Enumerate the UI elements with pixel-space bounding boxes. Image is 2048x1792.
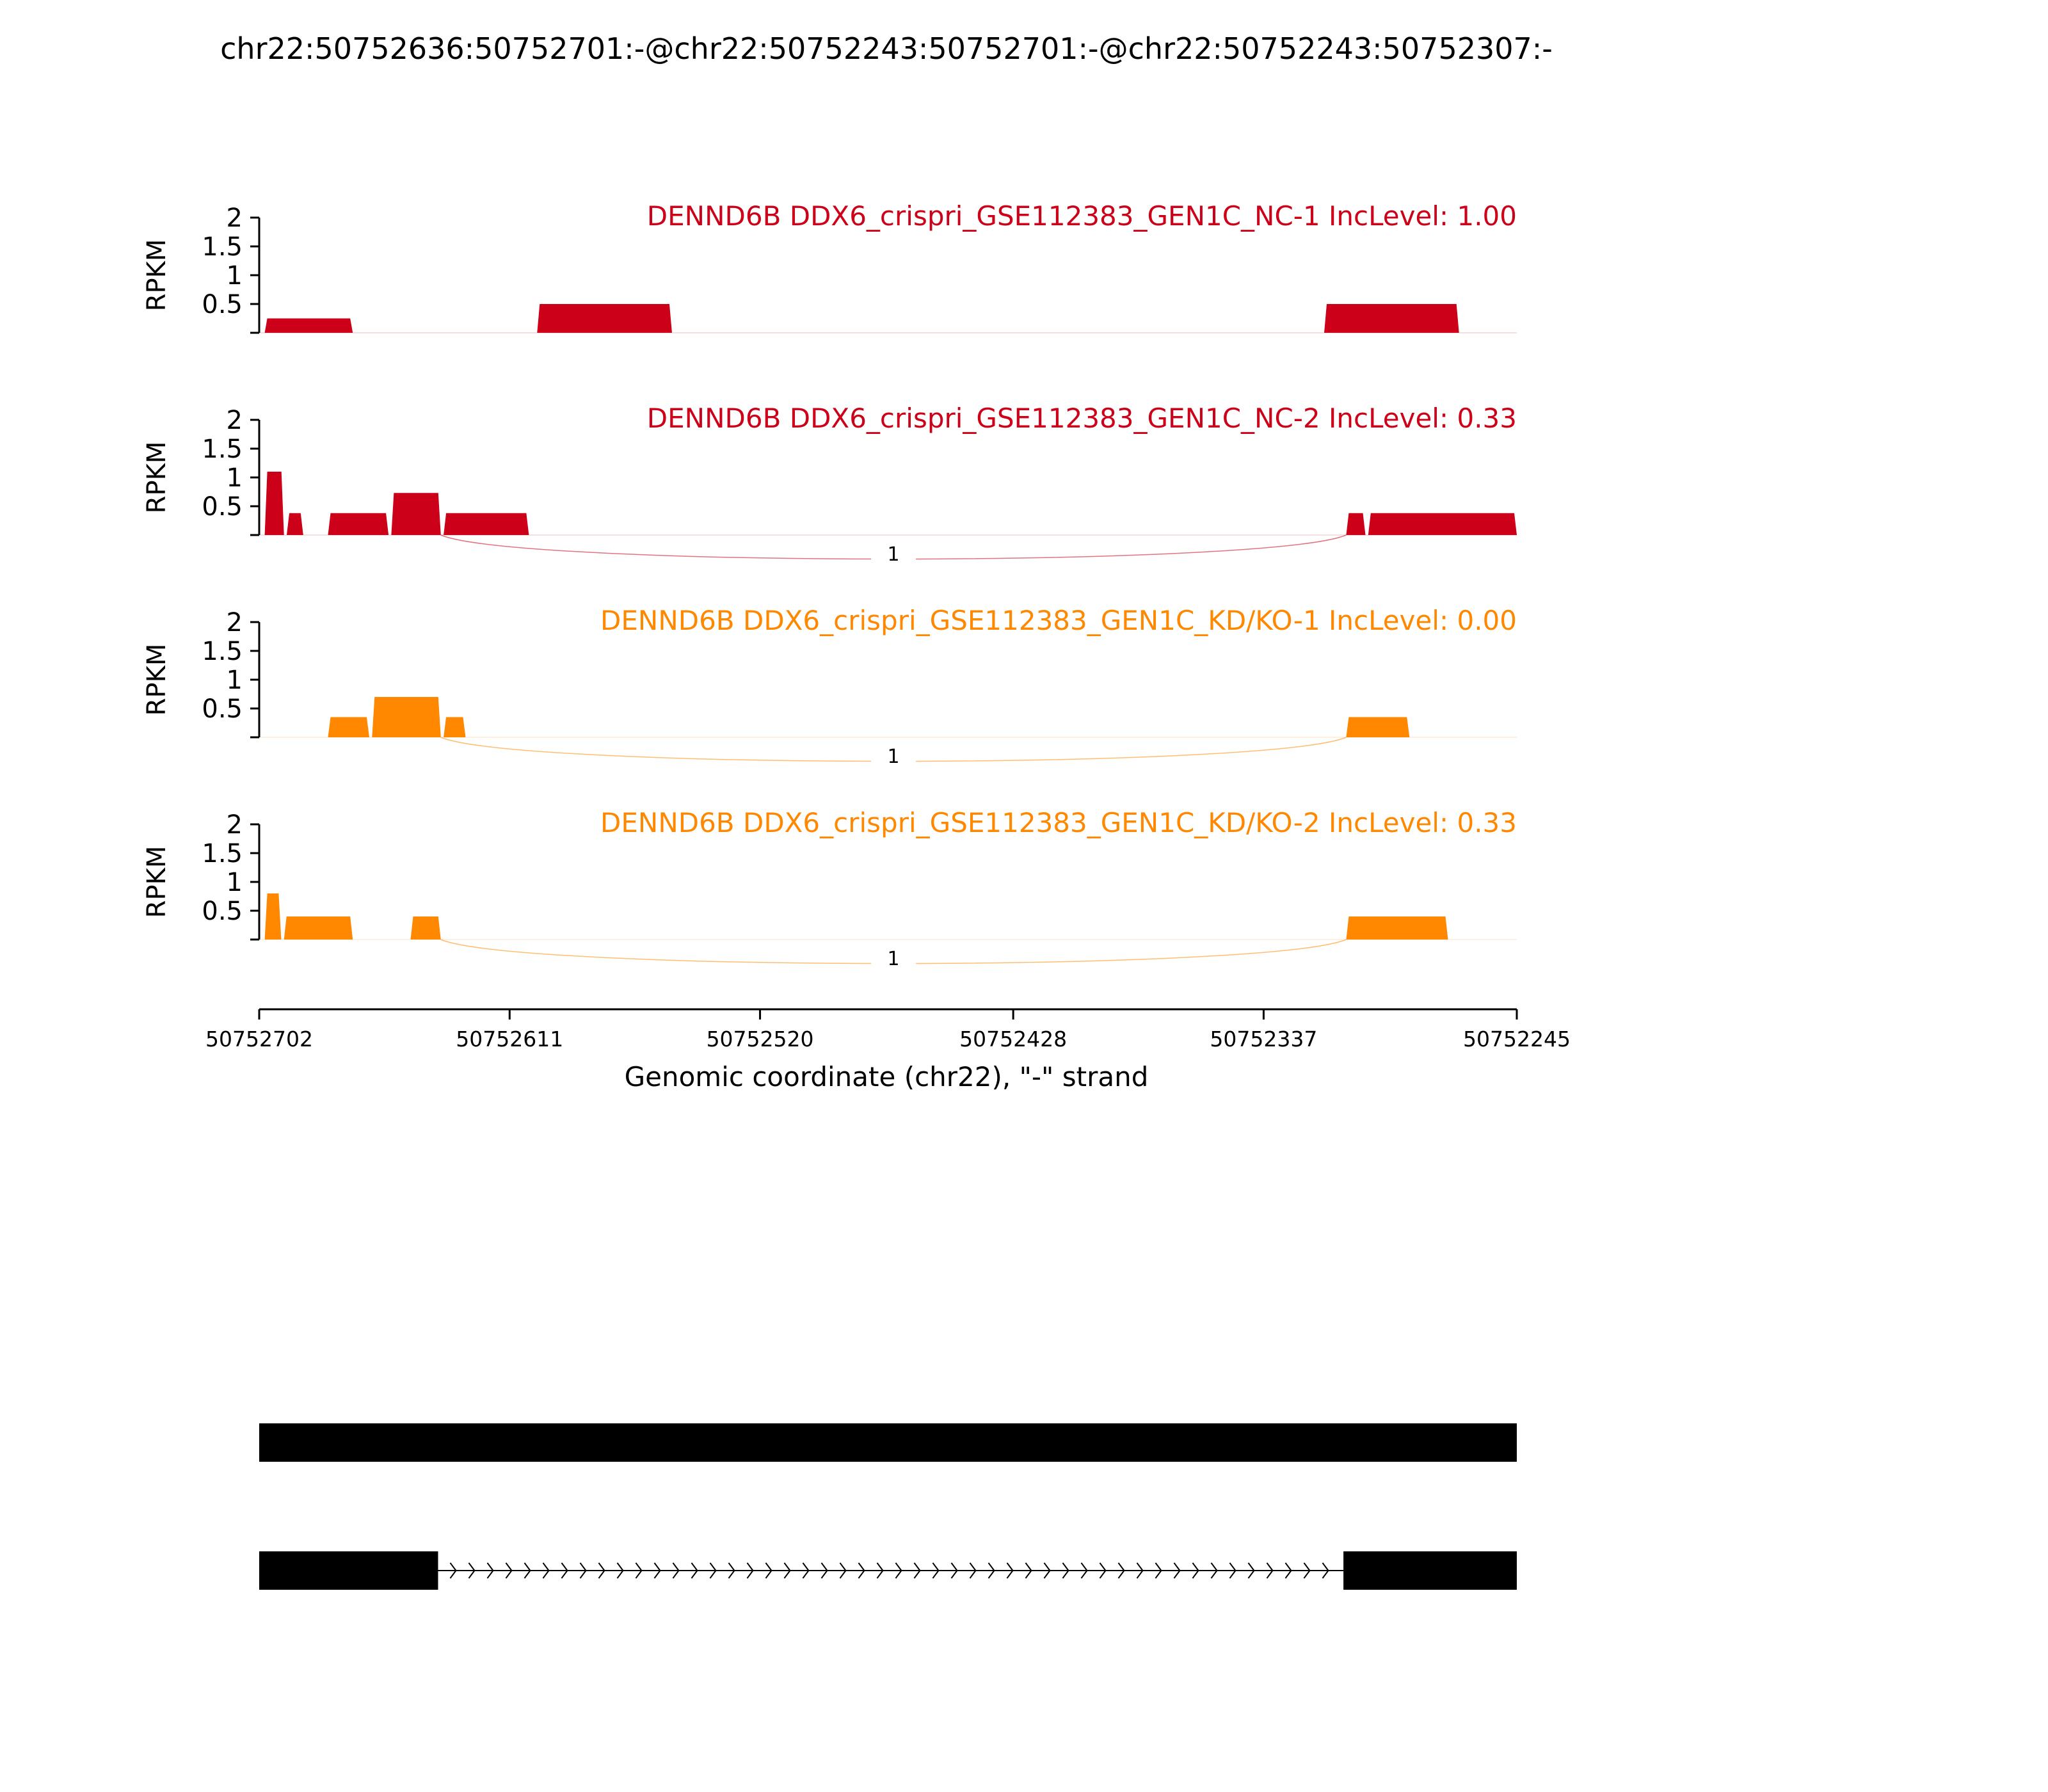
x-tick-label: 50752702 (205, 1027, 313, 1052)
track-label: DENND6B DDX6_crispri_GSE112383_GEN1C_NC-1 IncLevel: 1.00 (646, 200, 1517, 232)
y-axis-label: RPKM (142, 239, 172, 312)
x-tick-label: 50752611 (456, 1027, 564, 1052)
x-axis-label: Genomic coordinate (chr22), "-" strand (624, 1061, 1149, 1092)
x-axis (205, 1009, 1571, 1052)
y-tick-label: 1 (226, 868, 243, 897)
exon-block (1343, 1551, 1517, 1590)
track-label: DENND6B DDX6_crispri_GSE112383_GEN1C_NC-2 IncLevel: 0.33 (646, 403, 1517, 434)
coverage-bar (328, 717, 369, 738)
y-tick-label: 1 (226, 463, 243, 493)
coverage-bar (537, 304, 672, 333)
track-2 (142, 403, 1517, 567)
junction-count-label: 1 (887, 746, 900, 768)
coverage-bar (444, 717, 465, 738)
y-tick-label: 1 (226, 261, 243, 291)
coverage-bar (265, 893, 282, 940)
y-tick-label: 1 (226, 666, 243, 695)
y-axis-label: RPKM (142, 643, 172, 716)
x-tick-label: 50752245 (1463, 1027, 1571, 1052)
coverage-bar (444, 513, 529, 535)
gene-model-1 (259, 1423, 1517, 1462)
x-tick-label: 50752337 (1210, 1027, 1318, 1052)
coverage-bar (1324, 304, 1459, 333)
exon-block (259, 1551, 438, 1590)
coverage-bar (1346, 513, 1365, 535)
track-1 (142, 200, 1517, 333)
coverage-bar (265, 472, 284, 535)
track-label: DENND6B DDX6_crispri_GSE112383_GEN1C_KD/KO-2 IncLevel: 0.33 (600, 807, 1517, 838)
y-tick-label: 0.5 (202, 290, 243, 319)
y-tick-label: 1.5 (202, 839, 243, 868)
gene-models (259, 1423, 1517, 1590)
y-tick-label: 2 (226, 406, 243, 435)
coverage-bar (1346, 916, 1448, 940)
y-tick-label: 2 (226, 608, 243, 637)
y-tick-label: 1.5 (202, 435, 243, 464)
track-3 (142, 605, 1517, 769)
coverage-bar (391, 493, 440, 535)
coverage-bar (265, 319, 353, 333)
y-tick-label: 2 (226, 204, 243, 233)
y-tick-label: 2 (226, 810, 243, 840)
junction-count-label: 1 (887, 543, 900, 566)
y-axis-label: RPKM (142, 845, 172, 918)
y-axis-label: RPKM (142, 441, 172, 514)
coverage-bar (1346, 717, 1409, 738)
coverage-bar (284, 916, 353, 940)
coverage-bar (328, 513, 388, 535)
y-tick-label: 0.5 (202, 694, 243, 724)
figure-title: chr22:50752636:50752701:-@chr22:50752243:50752701:-@chr22:50752243:50752307:- (220, 31, 1553, 66)
gene-model-2 (259, 1551, 1517, 1590)
coverage-bar (1368, 513, 1517, 535)
coverage-bar (372, 697, 440, 737)
track-label: DENND6B DDX6_crispri_GSE112383_GEN1C_KD/KO-1 IncLevel: 0.00 (600, 605, 1517, 636)
y-tick-label: 0.5 (202, 492, 243, 522)
coverage-bar (410, 916, 440, 940)
x-tick-label: 50752428 (959, 1027, 1068, 1052)
exon-block (259, 1423, 1517, 1462)
y-tick-label: 1.5 (202, 232, 243, 262)
coverage-bar (287, 513, 303, 535)
y-tick-label: 0.5 (202, 897, 243, 926)
track-4 (142, 807, 1517, 972)
coverage-tracks (142, 200, 1517, 972)
y-tick-label: 1.5 (202, 637, 243, 666)
junction-count-label: 1 (887, 948, 900, 970)
x-tick-label: 50752520 (706, 1027, 814, 1052)
